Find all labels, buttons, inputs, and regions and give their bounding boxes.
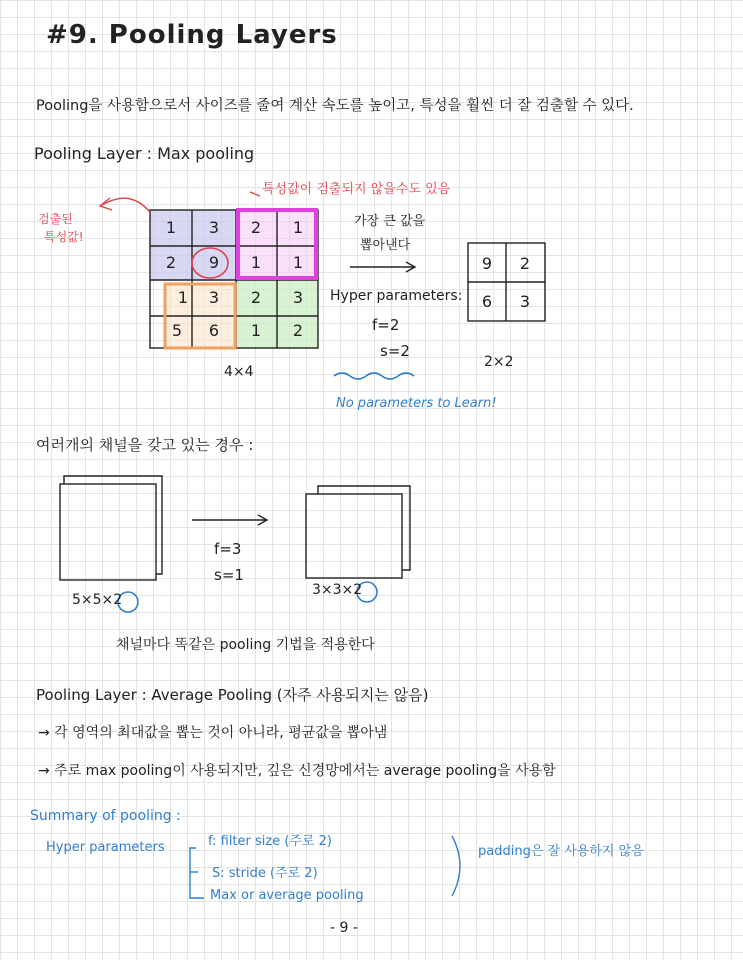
input-cell: 1: [250, 253, 262, 272]
hyperparam-f: f=2: [372, 316, 400, 334]
average-bullet-1: → 각 영역의 최대값을 뽑는 것이 아니라, 평균값을 뽑아냄: [38, 725, 388, 741]
channel-note: 채널마다 똑같은 pooling 기법을 적용한다: [116, 637, 375, 653]
max-pooling-heading: Pooling Layer : Max pooling: [34, 144, 255, 163]
multi-channel-heading: 여러개의 채널을 갖고 있는 경우 :: [36, 436, 254, 454]
detected-note-2: 특성값!: [44, 230, 84, 244]
page-title: #9. Pooling Layers: [46, 20, 338, 50]
output-size-label: 2×2: [484, 354, 514, 370]
input-cell: 1: [165, 218, 177, 237]
input-volume: [60, 476, 162, 580]
pick-largest-note-2: 뽑아낸다: [360, 238, 411, 253]
summary-bracket: [190, 848, 204, 898]
pick-largest-note-1: 가장 큰 값을: [354, 214, 426, 229]
input-cell: 2: [292, 321, 304, 340]
summary-item-filter: f: filter size (주로 2): [208, 834, 332, 849]
input-cell: 3: [208, 288, 220, 307]
output-cell: 2: [519, 254, 531, 273]
input-cell: 1: [177, 288, 189, 307]
average-bullet-2: → 주로 max pooling이 사용되지만, 깊은 신경망에서는 average pooling을 사용함: [38, 763, 556, 779]
input-cell: 2: [165, 253, 177, 272]
not-detected-arrow: [250, 192, 260, 196]
output-volume-label: 3×3×2: [312, 582, 363, 598]
summary-hyper-label: Hyper parameters: [46, 840, 165, 855]
intro-text: Pooling을 사용함으로서 사이즈를 줄여 계산 속도를 높이고, 특성을 훨씬 더 잘 검출할 수 있다.: [36, 98, 634, 114]
output-volume: [306, 486, 410, 578]
input-cell: 6: [208, 321, 220, 340]
page-number: - 9 -: [330, 920, 358, 936]
input-cell: 5: [171, 321, 183, 340]
input-volume-label: 5×5×2: [72, 592, 123, 608]
channel-s: s=1: [214, 566, 244, 584]
detected-note-1: 검출된: [38, 212, 73, 226]
output-cell: 9: [481, 254, 493, 273]
hyperparams-label: Hyper parameters:: [330, 288, 463, 304]
padding-note: padding은 잘 사용하지 않음: [478, 844, 644, 859]
output-cell: 3: [519, 292, 531, 311]
blue-squiggle: [334, 373, 414, 379]
summary-item-type: Max or average pooling: [210, 888, 364, 903]
input-size-label: 4×4: [224, 364, 254, 380]
channel-f: f=3: [214, 540, 242, 558]
input-cell: 2: [250, 288, 262, 307]
summary-heading: Summary of pooling :: [30, 808, 181, 824]
input-cell: 1: [292, 218, 304, 237]
detected-arrow: [102, 198, 150, 212]
input-cell: 9: [208, 253, 220, 272]
input-cell: 1: [292, 253, 304, 272]
average-pooling-heading: Pooling Layer : Average Pooling (자주 사용되지는 않음): [36, 686, 429, 704]
input-cell: 1: [250, 321, 262, 340]
input-cell: 3: [208, 218, 220, 237]
output-cell: 6: [481, 292, 493, 311]
input-cell: 2: [250, 218, 262, 237]
hyperparam-s: s=2: [380, 342, 410, 360]
summary-item-stride: S: stride (주로 2): [212, 866, 318, 881]
input-cell: 3: [292, 288, 304, 307]
no-parameters-note: No parameters to Learn!: [336, 396, 497, 411]
summary-brace: [452, 836, 460, 896]
not-detected-note: 특성값이 검출되지 않을수도 있음: [262, 182, 451, 197]
